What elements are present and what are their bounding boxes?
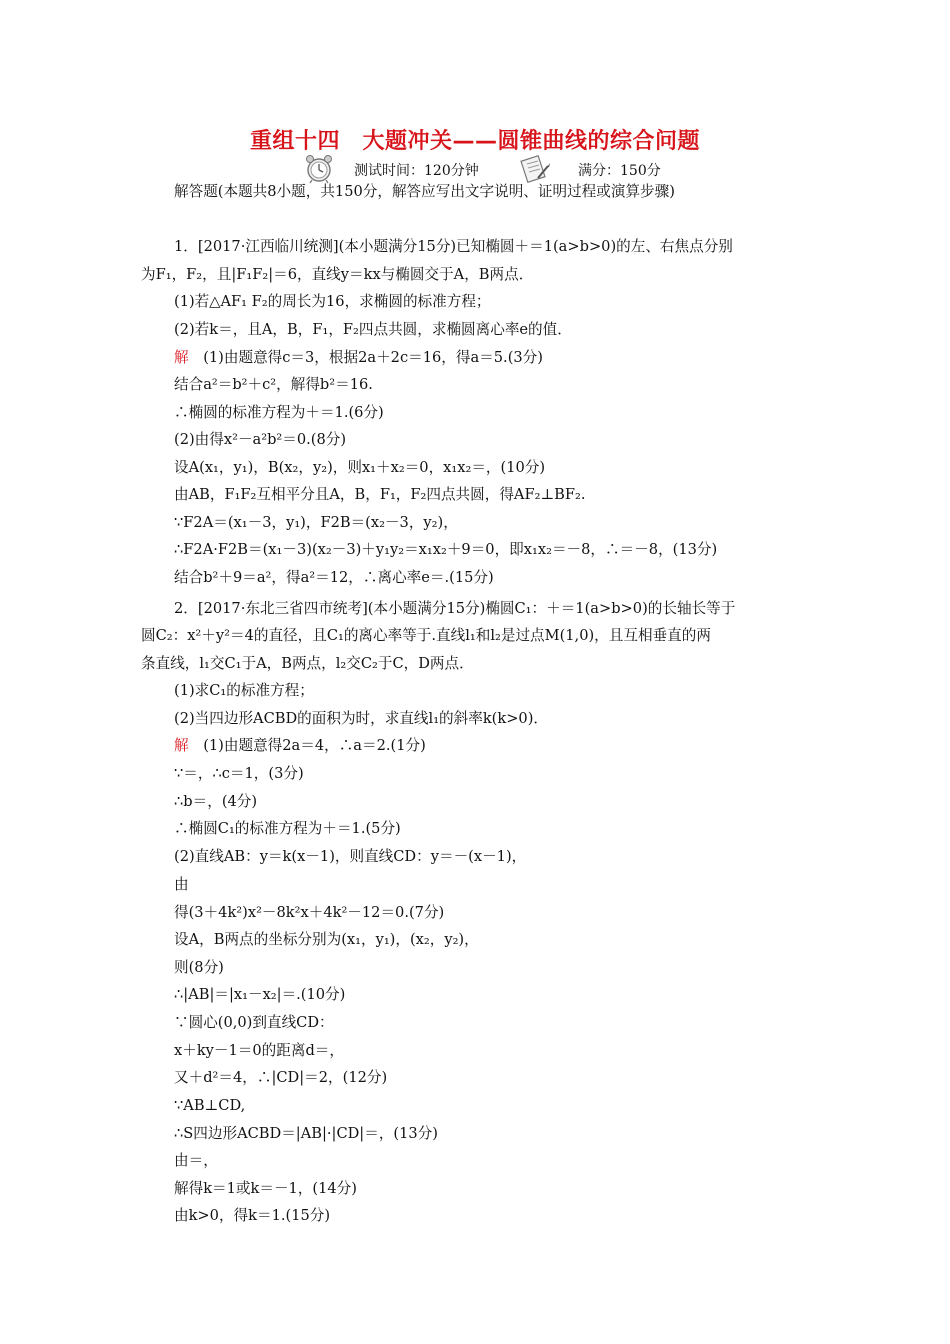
line-text: 为F₁，F₂，且|F₁F₂|＝6，直线y＝kx与椭圆交于A，B两点．: [141, 266, 534, 283]
solution-marker: 解: [174, 349, 189, 366]
text-line: [174, 930, 479, 950]
line-text: 结合a²＝b²＋c²，解得b²＝16.: [174, 376, 373, 393]
line-text: x＋ky－1＝0的距离d＝，: [174, 1042, 344, 1059]
text-line: [174, 1041, 344, 1061]
line-text: (2)由得x²－a²b²＝0.(8分): [174, 431, 347, 448]
line-text: 得(3＋4k²)x²－8k²x＋4k²－12＝0.(7分): [174, 904, 445, 921]
text-line: [174, 875, 189, 895]
line-text: 由k>0，得k＝1.(15分): [174, 1207, 331, 1224]
text-line: [174, 764, 304, 784]
text-line: [174, 1013, 334, 1033]
line-text: (1)求C₁的标准方程；: [174, 682, 314, 699]
line-text: 解得k＝1或k＝－1，(14分): [174, 1180, 357, 1197]
line-text: ∵圆心(0,0)到直线CD：: [174, 1014, 334, 1031]
line-text: 又＋d²＝4，∴|CD|＝2，(12分): [174, 1069, 388, 1086]
line-text: (2)若k＝，且A，B，F₁，F₂四点共圆，求椭圆离心率e的值．: [174, 321, 572, 338]
text-line: [174, 599, 735, 619]
line-text: 圆C₂：x²＋y²＝4的直径，且C₁的离心率等于.直线l₁和l₂是过点M(1,0)，且互相垂直的两: [141, 627, 711, 644]
test-time: 测试时间：120分钟: [354, 163, 479, 179]
line-text: (1)由题意得c＝3，根据2a＋2c＝16，得a＝5.(3分): [188, 349, 543, 366]
text-line: [174, 485, 586, 505]
text-line: [174, 568, 494, 588]
full-score: 满分：150分: [578, 163, 661, 179]
line-text: 设A，B两点的坐标分别为(x₁，y₁)，(x₂，y₂)，: [174, 931, 479, 948]
line-text: 由AB，F₁F₂互相平分且A，B，F₁，F₂四点共圆，得AF₂⊥BF₂.: [174, 486, 586, 503]
text-line: [174, 792, 257, 812]
line-text: 2．[2017·东北三省四市统考](本小题满分15分)椭圆C₁：＋＝1(a>b>0)的长轴长等于: [174, 600, 736, 617]
text-line: [174, 1124, 438, 1144]
text-line: [174, 681, 314, 701]
line-text: ∴F2A·F2B＝(x₁－3)(x₂－3)＋y₁y₂＝x₁x₂＋9＝0，即x₁x₂＝－8，∴＝－8，(13分): [174, 541, 718, 558]
text-line: [174, 903, 444, 923]
line-text: ∴|AB|＝|x₁－x₂|＝.(10分): [174, 986, 346, 1003]
exam-meta: [302, 160, 722, 182]
line-text: (1)由题意得2a＝4，∴a＝2.(1分): [188, 737, 426, 754]
line-text: ∴椭圆的标准方程为＋＝1.(6分): [174, 404, 384, 421]
line-text: ∴椭圆C₁的标准方程为＋＝1.(5分): [174, 820, 401, 837]
text-line: [141, 265, 533, 285]
text-line: [174, 1151, 218, 1171]
text-line: [174, 292, 491, 312]
text-line: [174, 736, 426, 756]
text-line: [174, 430, 346, 450]
text-line: [174, 847, 526, 867]
page-title: 重组十四 大题冲关——圆锥曲线的综合问题: [249, 129, 700, 154]
text-line: [174, 237, 733, 257]
text-line: [174, 375, 373, 395]
line-text: (2)直线AB：y＝k(x－1)，则直线CD：y＝－(x－1)，: [174, 848, 527, 865]
line-text: ∵F2A＝(x₁－3，y₁)，F2B＝(x₂－3，y₂)，: [174, 514, 458, 531]
text-line: [174, 182, 675, 202]
text-line: [141, 626, 711, 646]
text-line: [174, 985, 345, 1005]
line-text: 则(8分): [174, 959, 224, 976]
line-text: ∴b＝，(4分): [174, 793, 258, 810]
text-line: [174, 958, 224, 978]
line-text: 条直线，l₁交C₁于A，B两点，l₂交C₂于C，D两点．: [141, 655, 474, 672]
line-text: (2)当四边形ACBD的面积为时，求直线l₁的斜率k(k>0)．: [174, 710, 549, 727]
text-line: [174, 819, 401, 839]
solution-marker: 解: [174, 737, 189, 754]
text-line: [174, 513, 458, 533]
text-line: [174, 348, 543, 368]
line-text: ∴S四边形ACBD＝|AB|·|CD|＝，(13分): [174, 1125, 438, 1142]
line-text: 1．[2017·江西临川统测](本小题满分15分)已知椭圆＋＝1(a>b>0)的左、右焦点分别: [174, 238, 733, 255]
line-text: 设A(x₁，y₁)，B(x₂，y₂)，则x₁＋x₂＝0，x₁x₂＝，(10分): [174, 459, 546, 476]
text-line: [174, 1096, 245, 1116]
line-text: 结合b²＋9＝a²，得a²＝12，∴离心率e＝.(15分): [174, 569, 494, 586]
text-line: [141, 654, 474, 674]
text-line: [174, 1206, 330, 1226]
line-text: ∵＝，∴c＝1，(3分): [174, 765, 304, 782]
line-text: ∵AB⊥CD,: [174, 1097, 246, 1114]
line-text: 由: [174, 876, 189, 893]
line-text: 解答题(本题共8小题，共150分，解答应写出文字说明、证明过程或演算步骤): [174, 183, 675, 200]
text-line: [174, 709, 548, 729]
text-line: [174, 1179, 357, 1199]
line-text: (1)若△AF₁ F₂的周长为16，求椭圆的标准方程；: [174, 293, 491, 310]
text-line: [174, 540, 717, 560]
text-line: [174, 320, 572, 340]
text-line: [174, 1068, 387, 1088]
text-line: [174, 458, 545, 478]
line-text: 由＝，: [174, 1152, 218, 1169]
text-line: [174, 403, 384, 423]
